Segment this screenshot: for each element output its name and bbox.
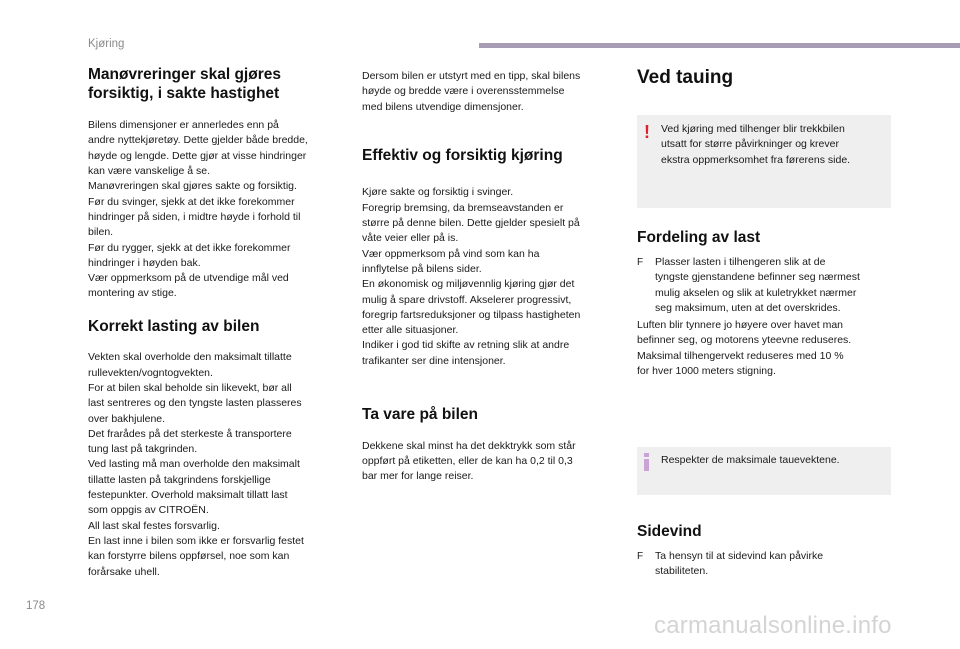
warning-box — [637, 115, 891, 208]
text-tipper: Dersom bilen er utstyrt med en tipp, skal bilens høyde og bredde være i overensstemmelse med bilens utvendige dimensjoner. — [362, 70, 581, 113]
text-altitude: Luften blir tynnere jo høyere over havet man befinner seg, og motorens yteevne reduseres. Maksimal tilhengervekt reduseres med 10 % for hver 1000 meters stigning. — [637, 319, 852, 377]
info-icon — [643, 453, 651, 471]
column-middle — [362, 66, 620, 485]
bullet-text-load: Plasser lasten i tilhengeren slik at de tyngste gjenstandene befinner seg nærmest mulig akselen og slik at kuletrykket nærmer seg maksimum, uten at det overskrides. — [655, 256, 860, 314]
heading-towing: Ved tauing — [637, 67, 734, 88]
page-number: 178 — [26, 600, 46, 612]
bullet-icon: F — [637, 551, 644, 562]
info-box — [637, 447, 891, 495]
warning-text: Ved kjøring med tilhenger blir trekkbilen utsatt for større påvirkninger og krever ekstra oppmerksomhet fra førerens side. — [661, 123, 851, 166]
heading-load-distribution: Fordeling av last — [637, 229, 761, 246]
bullet-text-crosswind: Ta hensyn til at sidevind kan påvirke stabiliteten. — [655, 550, 824, 578]
heading-crosswind: Sidevind — [637, 523, 702, 540]
list-item — [637, 255, 911, 316]
list-item — [637, 549, 911, 580]
column-left — [88, 66, 350, 580]
text-maneuvering: Bilens dimensjoner er annerledes enn på andre nyttekjøretøy. Dette gjelder både bredde, høyde og lengde. Dette gjør at visse hindringer kan være vanskelige å se. Manøvreringen skal gjøres sakte og forsiktig. Før du svinger, sjekk at det ikke forekommer hindringer på siden, i midtre høyde i forhold til bilen. Før du rygger, sjekk at det ikke forekommer hindringer i høyden bak. Vær oppmerksom på de utvendige mål ved montering av stige. — [88, 119, 308, 300]
heading-vehicle-care: Ta vare på bilen — [362, 406, 479, 424]
warning-icon: ! — [644, 122, 650, 142]
text-loading: Vekten skal overholde den maksimalt tillatte rullevekten/vogntogvekten. For at bilen skal beholde sin likevekt, bør all last sentreres og den tyngste lasten plasseres over bakhjulene. Det frarådes på det sterkeste å transportere tung last på takgrinden. Ved lasting må man overholde den maksimalt tillatte lasten på takgrindens forskjellige festepunkter. Overhold maksimalt tillatt last som oppgis av CITROËN. All last skal festes forsvarlig. En last inne i bilen som ikke er forsvarlig festet kan forstyrre bilens oppførsel, noe som kan forårsake uhell. — [88, 351, 304, 578]
heading-loading: Korrekt lasting av bilen — [88, 317, 260, 335]
heading-maneuvering: Manøvreringer skal gjøres forsiktig, i sakte hastighet — [88, 66, 281, 102]
text-vehicle-care: Dekkene skal minst ha det dekktrykk som står oppført på etiketten, eller de kan ha 0,2 til 0,3 bar mer for lange reiser. — [362, 439, 576, 483]
text-efficient-driving: Kjøre sakte og forsiktig i svinger. Foregrip bremsing, da bremseavstanden er større på denne bilen. Dette gjelder spesielt på våte veier eller på is. Vær oppmerksom på vind som kan ha innflytelse på bilens sider. En økonomisk og miljøvennlig kjøring gjør det mulig å spare drivstoff. Akselerer progressivt, foregrip fartsreduksjoner og tilpass hastigheten etter alle situasjoner. Indiker i god tid skifte av retning slik at andre trafikanter ser dine intensjoner. — [362, 186, 581, 367]
header-bar — [479, 43, 960, 48]
heading-efficient-driving: Effektiv og forsiktig kjøring — [362, 146, 563, 164]
watermark: carmanualsonline.info — [654, 612, 892, 639]
section-label: Kjøring — [88, 38, 125, 50]
bullet-icon: F — [637, 257, 644, 268]
info-text: Respekter de maksimale tauevektene. — [661, 454, 840, 466]
